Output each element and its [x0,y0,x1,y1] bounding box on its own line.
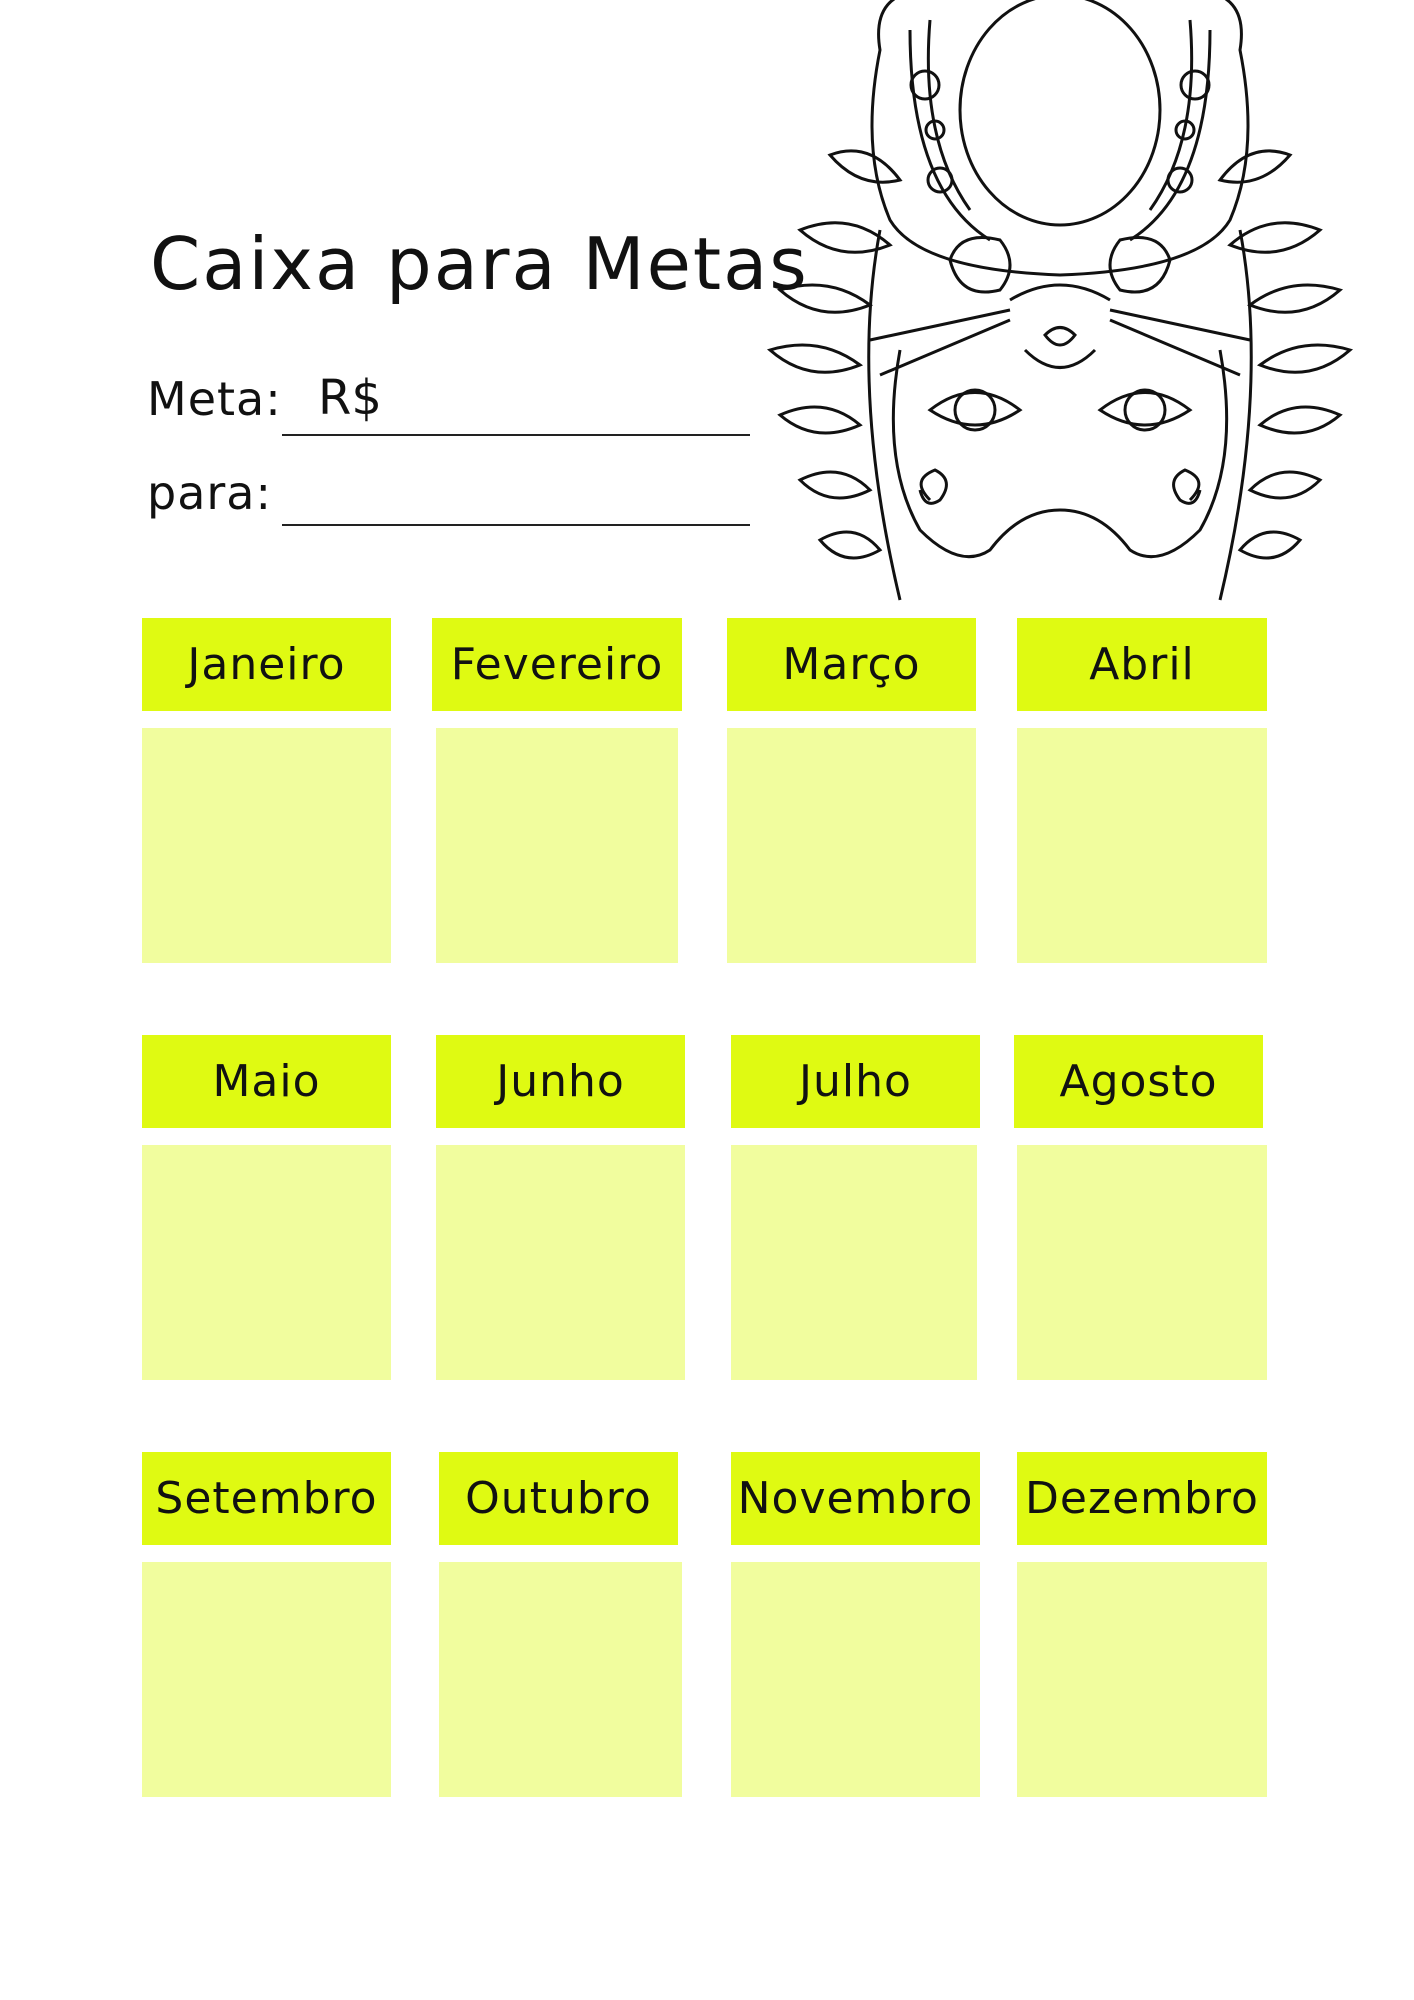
month-header-janeiro: Janeiro [142,618,391,711]
month-box-junho[interactable] [436,1145,685,1380]
month-box-abril[interactable] [1017,728,1267,963]
month-box-marco[interactable] [727,728,976,963]
month-box-outubro[interactable] [439,1562,682,1797]
currency-prefix: R$ [318,370,382,426]
cat-mandala-illustration-icon [760,0,1360,620]
page-title: Caixa para Metas [150,222,809,306]
month-header-outubro: Outubro [439,1452,678,1545]
para-line[interactable] [282,524,750,526]
month-header-agosto: Agosto [1014,1035,1263,1128]
month-box-novembro[interactable] [731,1562,980,1797]
month-header-dezembro: Dezembro [1017,1452,1267,1545]
month-header-fevereiro: Fevereiro [432,618,682,711]
month-header-novembro: Novembro [731,1452,980,1545]
month-box-setembro[interactable] [142,1562,391,1797]
month-header-maio: Maio [142,1035,391,1128]
month-header-julho: Julho [731,1035,980,1128]
month-header-junho: Junho [436,1035,685,1128]
month-box-dezembro[interactable] [1017,1562,1267,1797]
month-header-marco: Março [727,618,976,711]
month-box-agosto[interactable] [1017,1145,1267,1380]
month-box-fevereiro[interactable] [436,728,678,963]
month-box-maio[interactable] [142,1145,391,1380]
month-box-janeiro[interactable] [142,728,391,963]
month-box-julho[interactable] [731,1145,977,1380]
meta-amount-line[interactable] [282,434,750,436]
meta-label: Meta: [147,372,282,426]
para-label: para: [147,466,272,520]
month-header-abril: Abril [1017,618,1267,711]
month-header-setembro: Setembro [142,1452,391,1545]
